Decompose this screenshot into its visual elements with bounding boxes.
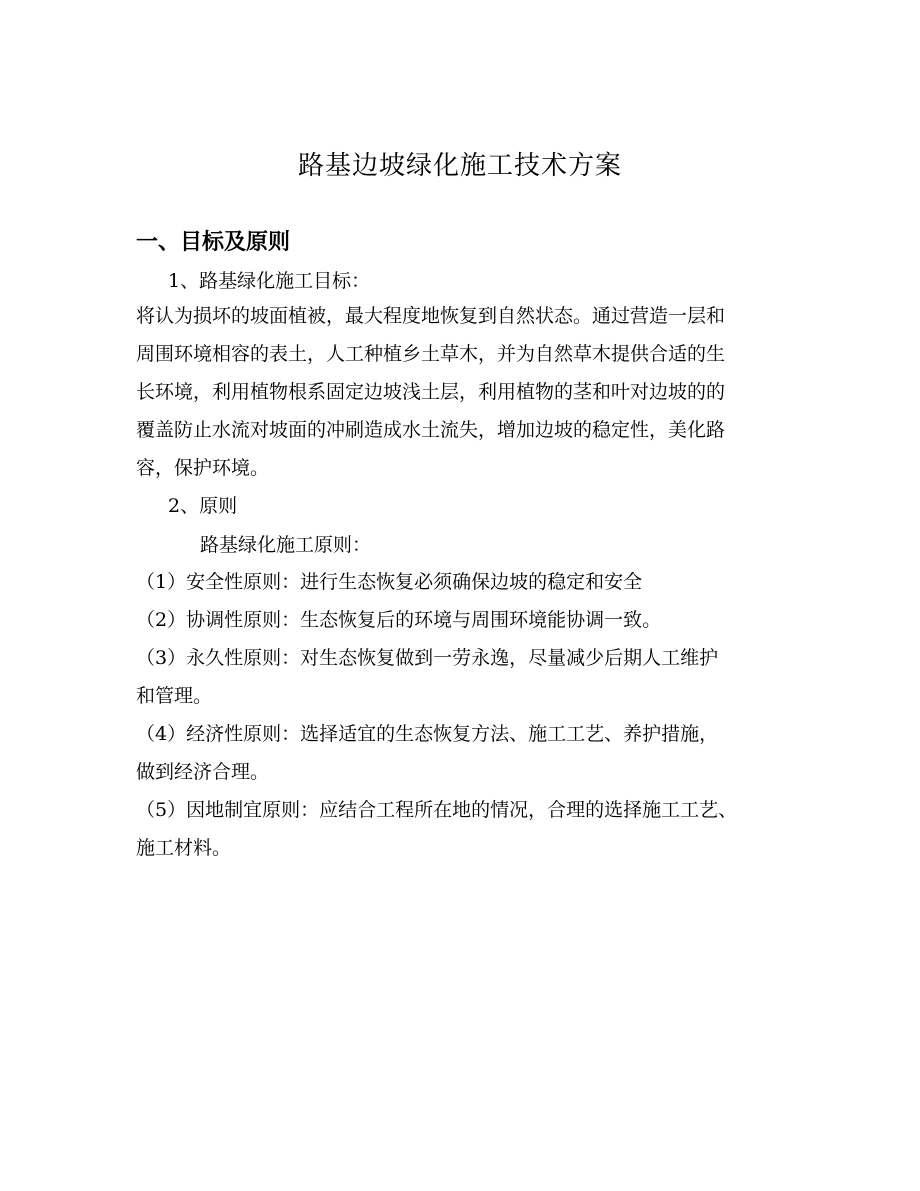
principle-line: （5）因地制宜原则：应结合工程所在地的情况，合理的选择施工工艺、 [136, 799, 738, 821]
subsection-label-principles: 2、原则 [168, 495, 238, 517]
section-heading: 一、目标及原则 [136, 230, 291, 255]
principle-line: （2）协调性原则：生态恢复后的环境与周围环境能协调一致。 [136, 609, 662, 631]
paragraph-line: 长环境，利用植物根系固定边坡浅土层，利用植物的茎和叶对边坡的的 [136, 381, 726, 403]
subsection-label-goal: 1、路基绿化施工目标： [168, 270, 371, 292]
paragraph-line: 容，保护环境。 [136, 457, 270, 479]
paragraph-line: 覆盖防止水流对坡面的冲刷造成水土流失，增加边坡的稳定性，美化路 [136, 419, 726, 441]
principle-line: （1）安全性原则：进行生态恢复必须确保边坡的稳定和安全 [136, 571, 643, 593]
principle-line: 和管理。 [136, 685, 213, 707]
principle-line: （3）永久性原则：对生态恢复做到一劳永逸，尽量减少后期人工维护 [136, 647, 719, 669]
principle-line: 施工材料。 [136, 837, 232, 859]
principles-intro: 路基绿化施工原则： [200, 534, 372, 556]
paragraph-line: 周围环境相容的表土，人工种植乡土草木，并为自然草木提供合适的生 [136, 343, 726, 365]
principle-line: 做到经济合理。 [136, 761, 270, 783]
principle-line: （4）经济性原则：选择适宜的生态恢复方法、施工工艺、养护措施， [136, 723, 719, 745]
paragraph-line: 将认为损坏的坡面植被，最大程度地恢复到自然状态。通过营造一层和 [136, 305, 726, 327]
document-title: 路基边坡绿化施工技术方案 [297, 151, 622, 181]
